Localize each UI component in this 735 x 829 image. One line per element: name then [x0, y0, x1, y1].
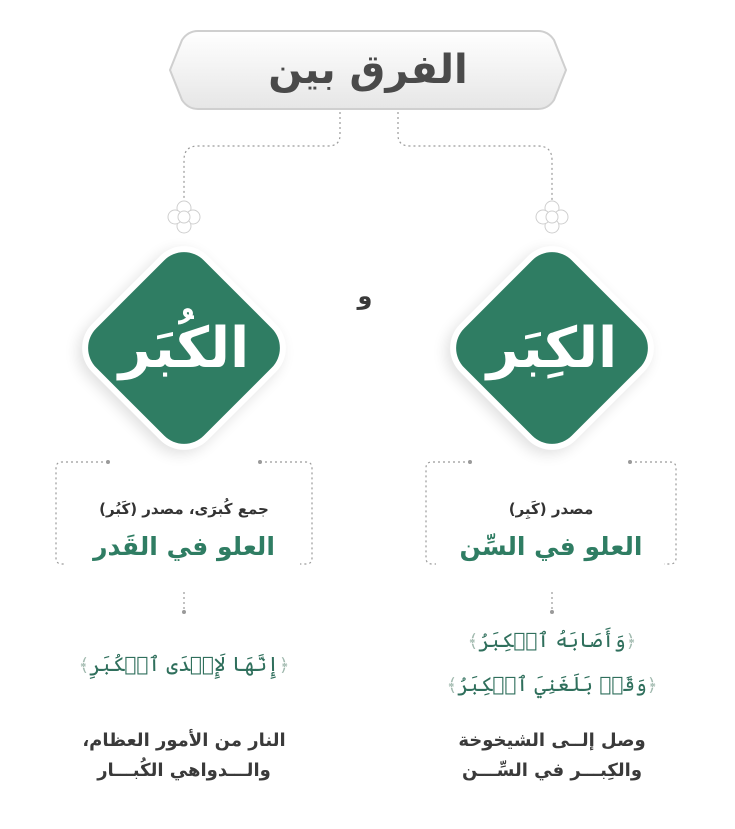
left-term-diamond [74, 238, 294, 458]
conjunction-label: و [357, 282, 373, 310]
right-term-word: الكِبَر [486, 315, 618, 381]
verse-bracket-open-icon: ﴿ [625, 631, 637, 652]
page-title: الفرق بين [268, 47, 468, 93]
right-verse-2-text: وَقَدۡ بَلَغَنِيَ ٱلۡكِبَرُ [457, 672, 647, 696]
left-definition-small: جمع كُبرَى، مصدر (كَبُر) [99, 500, 269, 518]
left-verse [54, 652, 314, 676]
right-definition-small: مصدر (كَبِر) [508, 500, 594, 518]
right-note [422, 726, 682, 786]
verse-bracket-close-icon: ﴾ [446, 675, 458, 696]
flower-ornament-icon [167, 200, 201, 234]
right-definition-big: العلو في السِّن [459, 532, 643, 561]
left-term-word: الكُبَر [118, 315, 250, 381]
right-note-line-1: وصل إلــى الشيخوخة [458, 730, 646, 751]
right-term-diamond [442, 238, 662, 458]
left-note-line-2: والـــدواهي الكُبـــار [97, 760, 271, 781]
left-note-line-1: النار من الأمور العظام، [82, 730, 286, 751]
right-verse-2 [422, 672, 682, 696]
right-verse-1 [422, 628, 682, 652]
right-verse-1-text: وَأَصَابَهُ ٱلۡكِبَرُ [478, 628, 626, 652]
right-note-line-2: والكِبـــر في السِّـــن [461, 760, 643, 781]
verse-bracket-open-icon: ﴿ [278, 655, 290, 676]
flower-ornament-icon [535, 200, 569, 234]
verse-bracket-open-icon: ﴿ [646, 675, 658, 696]
verse-bracket-close-icon: ﴾ [78, 655, 90, 676]
verse-bracket-close-icon: ﴾ [467, 631, 479, 652]
left-note [54, 726, 314, 786]
left-definition-big: العلو في القَدر [93, 532, 275, 561]
left-verse-text: إِنَّهَا لَإِحۡدَى ٱلۡكُبَرِ [89, 652, 279, 676]
